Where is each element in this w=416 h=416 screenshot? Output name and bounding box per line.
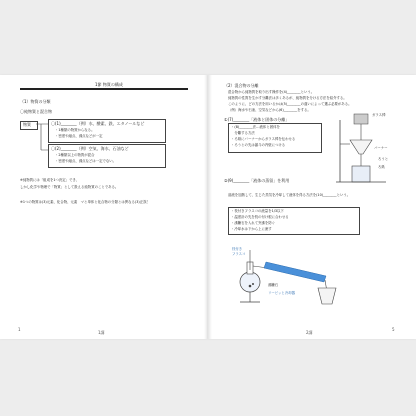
book-gutter: [204, 75, 212, 339]
right-page-label: 2講: [306, 330, 313, 335]
separation-para-4: （例）海水や石油、空気などから(6)________をする。: [228, 108, 311, 112]
section-title-classification: （1）物質の分類: [20, 99, 51, 104]
filtration-subhead: ①(7)________「液体と固体の分離」: [224, 117, 290, 122]
distillation-subhead: ②(9)________「液体の蒸留」を利用: [224, 178, 290, 183]
chapter-heading: 1節 物質の構成: [95, 82, 123, 87]
distillation-para: 溶液を加熱して、生じた蒸気を冷却して液体を得る方法を(10)________という。: [228, 193, 351, 197]
label-boiling-chip: 沸騰石: [268, 283, 279, 287]
mixture-line-2: ・2種類以上の物質が混合: [55, 153, 95, 157]
label-glass-rod: ガラス棒: [372, 113, 386, 117]
distillation-line-1: ・枝付きフラスコの液量を1/3以下: [231, 209, 284, 213]
label-funnel: ろうと: [378, 157, 389, 161]
filtration-line-1: ・(8)________法…液体と固体を: [231, 125, 280, 129]
pure-line-1: 〇(1)________（例）水、酸素、鉄、エタノールなど: [51, 121, 145, 126]
label-burner: バーナー: [374, 146, 388, 150]
label-filter-paper: ろ紙: [378, 165, 385, 169]
note-line-2: しかし化学や物理で「物質」として扱える純物質のことである。: [20, 185, 119, 189]
section-title-separation: （2）混合物の分離: [224, 83, 259, 88]
note-line-3: ※1つの物質は(3)元素、化合物、元素 マと単体と化合物の分類とは異なる(3)正誤！: [20, 200, 150, 204]
label-liebig: リービッヒ冷却器: [268, 291, 295, 295]
filtration-line-4: ・ろうとの先は漏斗の内壁につける: [231, 143, 286, 147]
left-corner-number: 1: [18, 327, 21, 332]
root-label: 物質: [23, 122, 31, 127]
pure-line-3: ・密度や融点、沸点などが一定: [55, 134, 103, 138]
separation-para-3: このように、どの方法を用いるかは(5)________の違いによって選ぶ必要がある。: [228, 102, 352, 106]
right-corner-number: 5: [392, 327, 395, 332]
heading-rule: [20, 88, 188, 90]
distillation-line-4: ・冷却水は下から上に流す: [231, 227, 272, 231]
left-page-label: 1講: [98, 330, 105, 335]
separation-para-1: 混合物から純物質を取り出す操作を(4)________という。: [228, 90, 315, 94]
pure-line-2: ・1種類の物質からなる。: [55, 128, 95, 132]
note-line-1: ※純物質には「組成を1つ決定」でき、: [20, 178, 80, 182]
filtration-line-2: 分離する方法: [231, 131, 255, 135]
separation-para-2: 純物質の性質を生かす分離法は多くあるが、純物質を分ける方法を紹介する。: [228, 96, 347, 100]
mixture-line-1: 〇(2)________（例）空気、海水、石油など: [51, 146, 129, 151]
distillation-line-2: ・温度計の先を枝の付け根に合わせる: [231, 215, 289, 219]
distillation-line-3: ・沸騰石を入れて突沸を防ぐ: [231, 221, 276, 225]
label-flask: 枝付き フラスコ: [232, 247, 246, 256]
mixture-line-3: ・密度や融点、沸点などは一定でない。: [55, 159, 117, 163]
subhead-pure-mixture: 〇純物質と混合物: [20, 109, 52, 114]
filtration-line-3: ・ろ紙にバーナーからガラス棒を伝わせる: [231, 137, 296, 141]
left-page: [0, 75, 208, 339]
